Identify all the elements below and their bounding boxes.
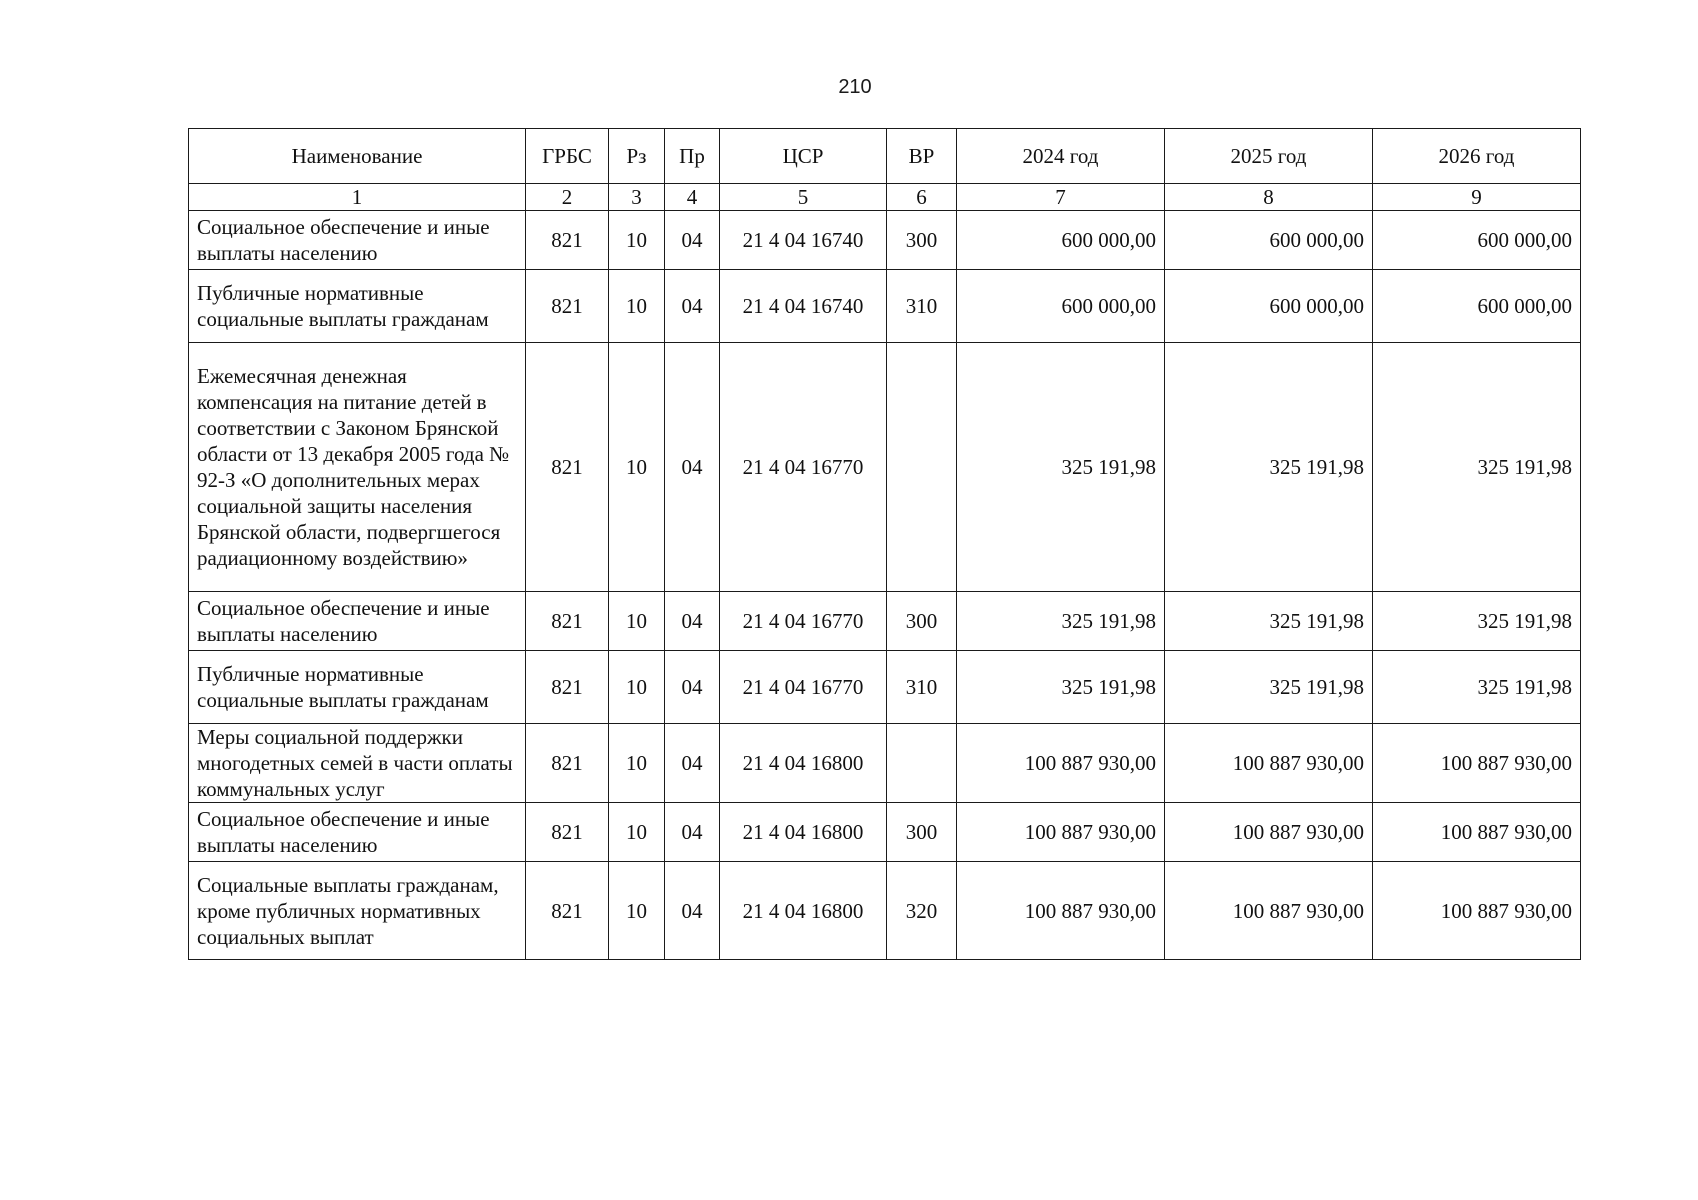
row-vr: 310 bbox=[887, 270, 957, 343]
row-vr: 300 bbox=[887, 592, 957, 651]
column-number-row bbox=[189, 184, 1581, 211]
row-amount-2024: 100 887 930,00 bbox=[957, 862, 1165, 960]
row-name: Социальное обеспечение и иные выплаты населению bbox=[189, 592, 526, 651]
column-header-rz: Рз bbox=[609, 129, 665, 184]
row-amount-2025: 600 000,00 bbox=[1165, 270, 1373, 343]
row-csr: 21 4 04 16800 bbox=[720, 724, 887, 803]
row-rz: 10 bbox=[609, 211, 665, 270]
row-name: Меры социальной поддержки многодетных семей в части оплаты коммунальных услуг bbox=[189, 724, 526, 803]
table-row bbox=[189, 724, 1581, 803]
row-pr: 04 bbox=[665, 211, 720, 270]
table-row bbox=[189, 592, 1581, 651]
row-grbs: 821 bbox=[526, 651, 609, 724]
table-row bbox=[189, 862, 1581, 960]
row-csr: 21 4 04 16800 bbox=[720, 803, 887, 862]
column-header-vr: ВР bbox=[887, 129, 957, 184]
row-pr: 04 bbox=[665, 270, 720, 343]
row-amount-2026: 100 887 930,00 bbox=[1373, 862, 1581, 960]
row-amount-2025: 325 191,98 bbox=[1165, 592, 1373, 651]
row-csr: 21 4 04 16770 bbox=[720, 343, 887, 592]
column-number: 6 bbox=[887, 184, 957, 211]
page-number: 210 bbox=[838, 76, 872, 98]
row-vr: 300 bbox=[887, 211, 957, 270]
row-grbs: 821 bbox=[526, 592, 609, 651]
column-number: 5 bbox=[720, 184, 887, 211]
row-amount-2025: 100 887 930,00 bbox=[1165, 724, 1373, 803]
row-csr: 21 4 04 16800 bbox=[720, 862, 887, 960]
row-csr: 21 4 04 16770 bbox=[720, 592, 887, 651]
column-header-name: Наименование bbox=[189, 129, 526, 184]
row-vr bbox=[887, 724, 957, 803]
header-row bbox=[189, 129, 1581, 184]
column-header-csr: ЦСР bbox=[720, 129, 887, 184]
row-amount-2026: 100 887 930,00 bbox=[1373, 724, 1581, 803]
table-body bbox=[189, 211, 1581, 960]
row-rz: 10 bbox=[609, 803, 665, 862]
row-csr: 21 4 04 16740 bbox=[720, 270, 887, 343]
row-amount-2024: 325 191,98 bbox=[957, 651, 1165, 724]
row-amount-2024: 325 191,98 bbox=[957, 343, 1165, 592]
row-pr: 04 bbox=[665, 651, 720, 724]
row-amount-2025: 600 000,00 bbox=[1165, 211, 1373, 270]
row-amount-2026: 100 887 930,00 bbox=[1373, 803, 1581, 862]
row-pr: 04 bbox=[665, 803, 720, 862]
row-vr: 310 bbox=[887, 651, 957, 724]
row-csr: 21 4 04 16740 bbox=[720, 211, 887, 270]
column-number: 4 bbox=[665, 184, 720, 211]
column-number: 8 bbox=[1165, 184, 1373, 211]
row-vr: 320 bbox=[887, 862, 957, 960]
row-amount-2024: 100 887 930,00 bbox=[957, 724, 1165, 803]
row-amount-2025: 100 887 930,00 bbox=[1165, 862, 1373, 960]
column-number: 7 bbox=[957, 184, 1165, 211]
row-name: Социальное обеспечение и иные выплаты населению bbox=[189, 211, 526, 270]
row-rz: 10 bbox=[609, 343, 665, 592]
row-amount-2025: 325 191,98 bbox=[1165, 343, 1373, 592]
column-header-pr: Пр bbox=[665, 129, 720, 184]
column-number: 3 bbox=[609, 184, 665, 211]
row-amount-2025: 325 191,98 bbox=[1165, 651, 1373, 724]
row-vr bbox=[887, 343, 957, 592]
row-pr: 04 bbox=[665, 862, 720, 960]
row-grbs: 821 bbox=[526, 803, 609, 862]
table-row bbox=[189, 343, 1581, 592]
column-header-2025: 2025 год bbox=[1165, 129, 1373, 184]
table-row bbox=[189, 270, 1581, 343]
column-header-2026: 2026 год bbox=[1373, 129, 1581, 184]
row-grbs: 821 bbox=[526, 211, 609, 270]
table-row bbox=[189, 651, 1581, 724]
row-name: Социальное обеспечение и иные выплаты населению bbox=[189, 803, 526, 862]
column-header-grbs: ГРБС bbox=[526, 129, 609, 184]
row-grbs: 821 bbox=[526, 862, 609, 960]
table-row bbox=[189, 211, 1581, 270]
row-amount-2024: 325 191,98 bbox=[957, 592, 1165, 651]
row-amount-2025: 100 887 930,00 bbox=[1165, 803, 1373, 862]
row-name: Публичные нормативные социальные выплаты гражданам bbox=[189, 270, 526, 343]
row-csr: 21 4 04 16770 bbox=[720, 651, 887, 724]
row-grbs: 821 bbox=[526, 724, 609, 803]
row-rz: 10 bbox=[609, 724, 665, 803]
row-vr: 300 bbox=[887, 803, 957, 862]
row-amount-2026: 325 191,98 bbox=[1373, 592, 1581, 651]
row-amount-2024: 600 000,00 bbox=[957, 211, 1165, 270]
row-rz: 10 bbox=[609, 651, 665, 724]
row-name: Публичные нормативные социальные выплаты гражданам bbox=[189, 651, 526, 724]
row-amount-2026: 600 000,00 bbox=[1373, 211, 1581, 270]
row-pr: 04 bbox=[665, 343, 720, 592]
row-amount-2026: 325 191,98 bbox=[1373, 651, 1581, 724]
row-pr: 04 bbox=[665, 592, 720, 651]
table-row bbox=[189, 803, 1581, 862]
row-amount-2024: 100 887 930,00 bbox=[957, 803, 1165, 862]
column-number: 1 bbox=[189, 184, 526, 211]
row-amount-2024: 600 000,00 bbox=[957, 270, 1165, 343]
row-grbs: 821 bbox=[526, 343, 609, 592]
column-header-2024: 2024 год bbox=[957, 129, 1165, 184]
row-rz: 10 bbox=[609, 862, 665, 960]
row-amount-2026: 325 191,98 bbox=[1373, 343, 1581, 592]
row-grbs: 821 bbox=[526, 270, 609, 343]
column-number: 2 bbox=[526, 184, 609, 211]
row-pr: 04 bbox=[665, 724, 720, 803]
row-name: Ежемесячная денежная компенсация на питание детей в соответствии с Законом Брянской области от 13 декабря 2005 года № 92-З «О дополнительных мерах социальной защиты населения Брянской области, подвергшегося радиационному воздействию» bbox=[189, 343, 526, 592]
row-rz: 10 bbox=[609, 270, 665, 343]
column-number: 9 bbox=[1373, 184, 1581, 211]
row-rz: 10 bbox=[609, 592, 665, 651]
row-amount-2026: 600 000,00 bbox=[1373, 270, 1581, 343]
budget-table bbox=[188, 128, 1581, 960]
row-name: Социальные выплаты гражданам, кроме публичных нормативных социальных выплат bbox=[189, 862, 526, 960]
